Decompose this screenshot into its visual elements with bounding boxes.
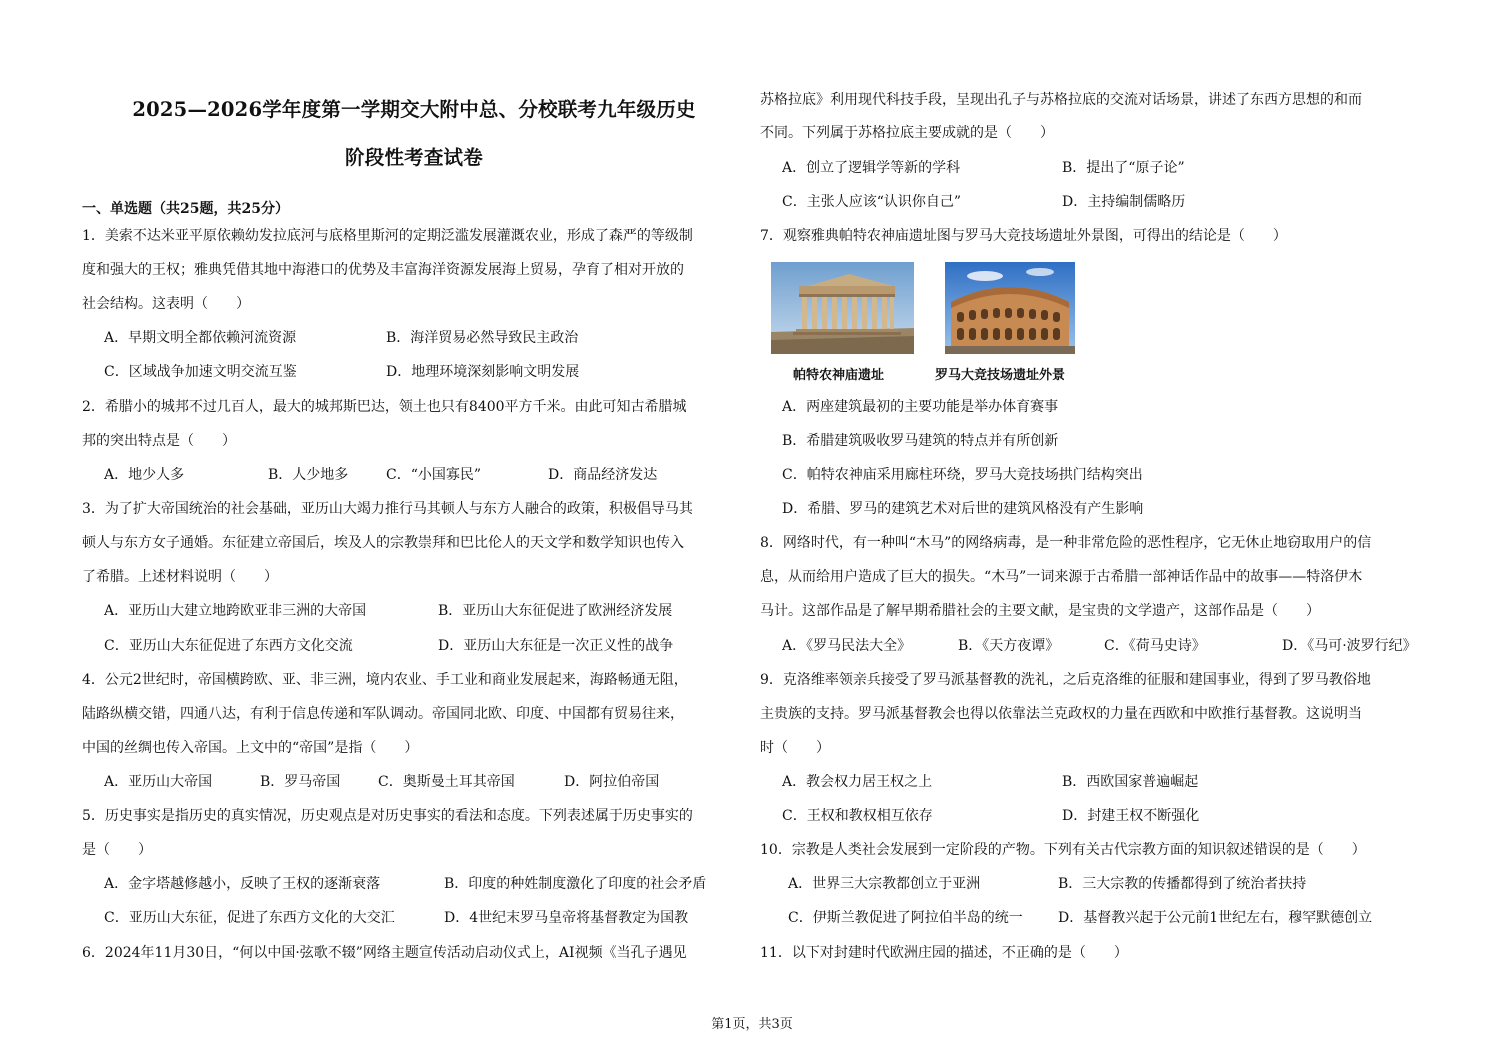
question-1-option-b[interactable]: B．海洋贸易必然导致民主政治 (386, 330, 579, 346)
question-10-option-c[interactable]: C．伊斯兰教促进了阿拉伯半岛的统一 (788, 910, 1023, 926)
question-9-line-3: 时（ ） (760, 740, 830, 756)
parthenon-photo (771, 262, 914, 354)
question-5-line-1: 5．历史事实是指历史的真实情况，历史观点是对历史事实的看法和态度。下列表述属于历史事实的 (82, 808, 693, 824)
question-1-line-1: 1．美索不达米亚平原依赖幼发拉底河与底格里斯河的定期泛滥发展灌溉农业，形成了森严的等级制 (82, 228, 693, 244)
question-8-option-d[interactable]: D．《马可·波罗行纪》 (1282, 638, 1417, 654)
question-2-line-1: 2．希腊小的城邦不过几百人，最大的城邦斯巴达，领土也只有8400平方千米。由此可知古希腊城 (82, 399, 687, 415)
question-9-option-c[interactable]: C．王权和教权相互依存 (782, 808, 933, 824)
question-2-option-b[interactable]: B．人少地多 (268, 467, 349, 483)
question-1-option-d[interactable]: D．地理环境深刻影响文明发展 (386, 364, 580, 380)
colosseum-caption: 罗马大竞技场遗址外景 (935, 368, 1066, 383)
question-6-option-c[interactable]: C．主张人应该“认识你自己” (782, 194, 962, 210)
question-10-option-a[interactable]: A．世界三大宗教都创立于亚洲 (788, 876, 981, 892)
question-4-option-d[interactable]: D．阿拉伯帝国 (564, 774, 660, 790)
page-footer: 第1页，共3页 (711, 1017, 793, 1032)
question-5-line-2: 是（ ） (82, 842, 152, 858)
question-4-option-b[interactable]: B．罗马帝国 (260, 774, 341, 790)
question-3-option-a[interactable]: A．亚历山大建立地跨欧亚非三洲的大帝国 (104, 603, 367, 619)
question-5-option-b[interactable]: B．印度的种姓制度激化了印度的社会矛盾 (444, 876, 707, 892)
parthenon-illustration (771, 262, 914, 354)
question-4-line-3: 中国的丝绸也传入帝国。上文中的“帝国”是指（ ） (82, 740, 419, 756)
question-9-line-1: 9．克洛维率领亲兵接受了罗马派基督教的洗礼，之后克洛维的征服和建国事业，得到了罗马教俗地 (760, 672, 1371, 688)
question-11-line-1: 11．以下对封建时代欧洲庄园的描述，不正确的是（ ） (760, 945, 1128, 961)
question-6-option-b[interactable]: B．提出了“原子论” (1062, 160, 1185, 176)
question-6-option-a[interactable]: A．创立了逻辑学等新的学科 (782, 160, 961, 176)
question-10-line-1: 10．宗教是人类社会发展到一定阶段的产物。下列有关古代宗教方面的知识叙述错误的是（ ） (760, 842, 1366, 858)
question-2-option-d[interactable]: D．商品经济发达 (548, 467, 658, 483)
question-4-line-1: 4．公元2世纪时，帝国横跨欧、亚、非三洲，境内农业、手工业和商业发展起来，海路畅通无阻， (82, 672, 688, 688)
question-8-line-1: 8．网络时代，有一种叫“木马”的网络病毒，是一种非常危险的恶性程序，它无休止地窃取用户的信 (760, 535, 1372, 551)
question-8-option-a[interactable]: A．《罗马民法大全》 (782, 638, 912, 654)
question-6-line-2: 苏格拉底》利用现代科技手段，呈现出孔子与苏格拉底的交流对话场景，讲述了东西方思想的和而 (760, 92, 1362, 108)
question-8-option-c[interactable]: C．《荷马史诗》 (1104, 638, 1206, 654)
question-7-option-d[interactable]: D．希腊、罗马的建筑艺术对后世的建筑风格没有产生影响 (782, 501, 1144, 517)
question-8-option-b[interactable]: B．《天方夜谭》 (958, 638, 1060, 654)
question-7-option-b[interactable]: B．希腊建筑吸收罗马建筑的特点并有所创新 (782, 433, 1059, 449)
exam-title-line-1: 2025—2026学年度第一学期交大附中总、分校联考九年级历史 (132, 98, 696, 121)
question-10-option-d[interactable]: D．基督教兴起于公元前1世纪左右，穆罕默德创立 (1058, 910, 1373, 926)
question-6-option-d[interactable]: D．主持编制儒略历 (1062, 194, 1186, 210)
question-3-option-b[interactable]: B．亚历山大东征促进了欧洲经济发展 (438, 603, 673, 619)
question-9-line-2: 主贵族的支持。罗马派基督教会也得以依靠法兰克政权的力量在西欧和中欧推行基督教。这说明当 (760, 706, 1362, 722)
question-3-option-d[interactable]: D．亚历山大东征是一次正义性的战争 (438, 638, 674, 654)
question-8-line-3: 马计。这部作品是了解早期希腊社会的主要文献，是宝贵的文学遗产，这部作品是（ ） (760, 603, 1320, 619)
question-6-line-1: 6．2024年11月30日，“何以中国·弦歌不辍”网络主题宣传活动启动仪式上，AI视频《当孔子遇见 (82, 945, 687, 961)
question-3-line-2: 顿人与东方女子通婚。东征建立帝国后，埃及人的宗教崇拜和巴比伦人的天文学和数学知识也传入 (82, 535, 684, 551)
question-5-option-d[interactable]: D．4世纪末罗马皇帝将基督教定为国教 (444, 910, 689, 926)
question-7-option-c[interactable]: C．帕特农神庙采用廊柱环绕，罗马大竞技场拱门结构突出 (782, 467, 1143, 483)
question-1-line-2: 度和强大的王权；雅典凭借其地中海港口的优势及丰富海洋资源发展海上贸易，孕育了相对开放的 (82, 262, 684, 278)
parthenon-caption: 帕特农神庙遗址 (793, 368, 885, 383)
question-1-option-a[interactable]: A．早期文明全都依赖河流资源 (104, 330, 297, 346)
question-5-option-c[interactable]: C．亚历山大东征，促进了东西方文化的大交汇 (104, 910, 395, 926)
question-1-option-c[interactable]: C．区域战争加速文明交流互鉴 (104, 364, 297, 380)
question-4-line-2: 陆路纵横交错，四通八达，有利于信息传递和军队调动。帝国同北欧、印度、中国都有贸易往来， (82, 706, 684, 722)
question-7-line-1: 7．观察雅典帕特农神庙遗址图与罗马大竞技场遗址外景图，可得出的结论是（ ） (760, 228, 1287, 244)
question-3-option-c[interactable]: C．亚历山大东征促进了东西方文化交流 (104, 638, 353, 654)
question-9-option-b[interactable]: B．西欧国家普遍崛起 (1062, 774, 1199, 790)
question-7-option-a[interactable]: A．两座建筑最初的主要功能是举办体育赛事 (782, 399, 1059, 415)
question-5-option-a[interactable]: A．金字塔越修越小，反映了王权的逐渐衰落 (104, 876, 381, 892)
question-10-option-b[interactable]: B．三大宗教的传播都得到了统治者扶持 (1058, 876, 1307, 892)
question-2-option-a[interactable]: A．地少人多 (104, 467, 185, 483)
question-9-option-d[interactable]: D．封建王权不断强化 (1062, 808, 1200, 824)
question-3-line-3: 了希腊。上述材料说明（ ） (82, 569, 278, 585)
question-6-line-3: 不同。下列属于苏格拉底主要成就的是（ ） (760, 125, 1054, 141)
question-8-line-2: 息，从而给用户造成了巨大的损失。“木马”一词来源于古希腊一部神话作品中的故事——特洛伊木 (760, 569, 1363, 585)
question-4-option-c[interactable]: C．奥斯曼土耳其帝国 (378, 774, 515, 790)
section-heading: 一、单选题（共25题，共25分） (82, 201, 289, 217)
question-3-line-1: 3．为了扩大帝国统治的社会基础，亚历山大竭力推行马其顿人与东方人融合的政策，积极倡导马其 (82, 501, 693, 517)
question-4-option-a[interactable]: A．亚历山大帝国 (104, 774, 213, 790)
question-2-line-2: 邦的突出特点是（ ） (82, 433, 236, 449)
question-1-line-3: 社会结构。这表明（ ） (82, 296, 250, 312)
colosseum-photo (945, 262, 1075, 354)
question-9-option-a[interactable]: A．教会权力居王权之上 (782, 774, 933, 790)
exam-title-line-2: 阶段性考查试卷 (345, 146, 483, 169)
question-2-option-c[interactable]: C．“小国寡民” (386, 467, 482, 483)
colosseum-illustration (945, 262, 1075, 354)
